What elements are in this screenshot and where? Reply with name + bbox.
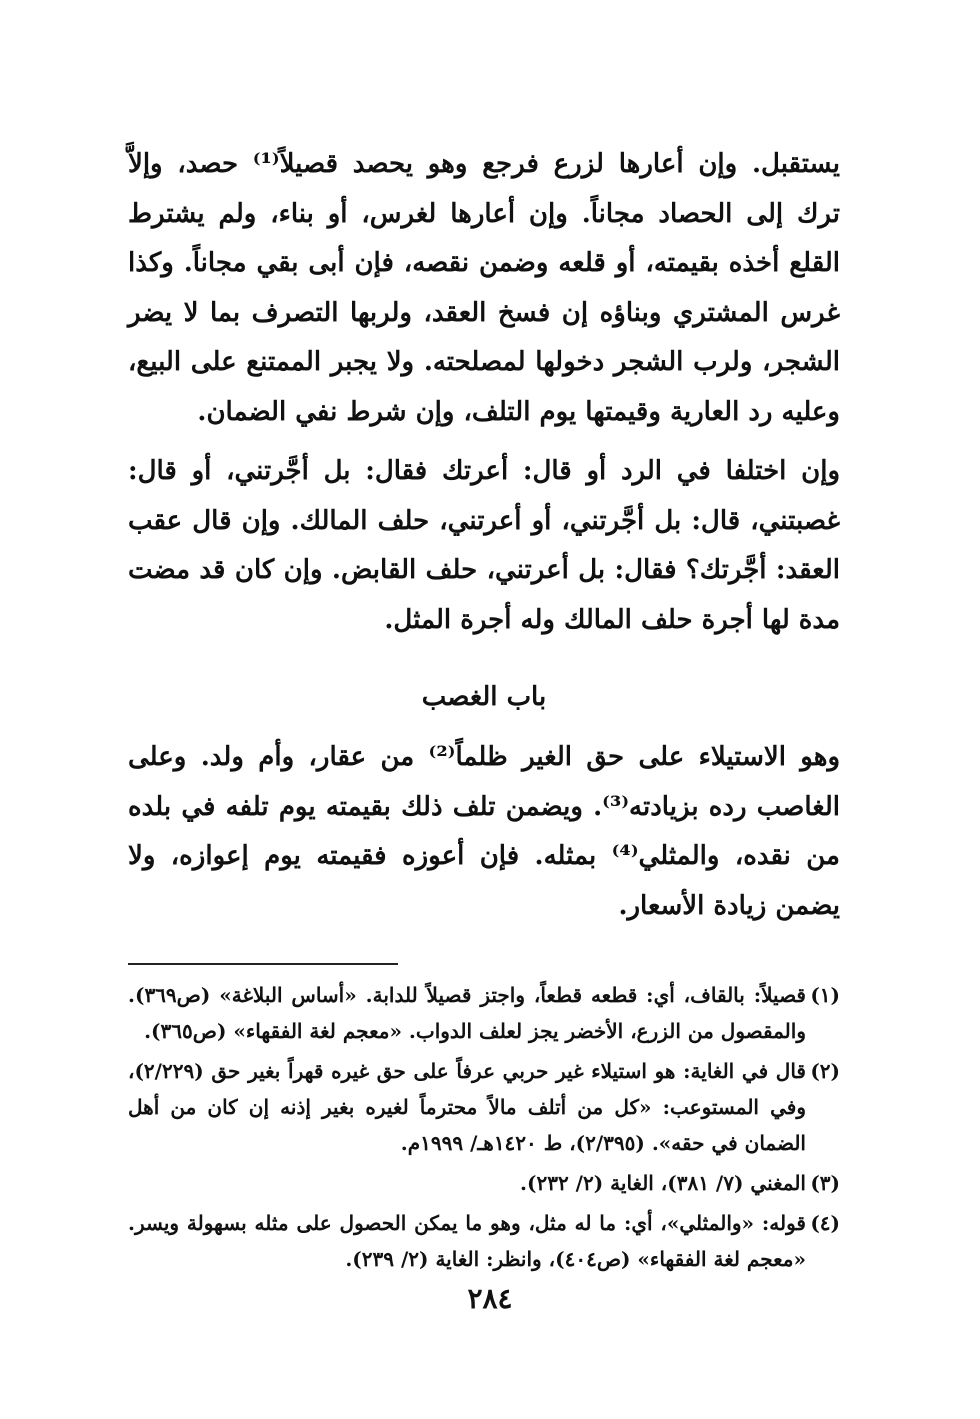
footnote-text: المغني (٧/ ٣٨١)، الغاية (٢/ ٢٣٢). [520, 1171, 806, 1195]
footnote-number: (٤) [810, 1211, 840, 1235]
footnotes [128, 977, 840, 1277]
footnote-divider [128, 963, 398, 965]
page-number: ٢٨٤ [467, 1282, 513, 1315]
paragraph-2: وإن اختلفا في الرد أو قال: أعرتك فقال: بل أجَّرتني، أو قال: غصبتني، قال: بل أجَّرتني، أو أعرتني، حلف المالك. وإن قال عقب العقد: أجَّرتك؟ فقال: بل أعرتني، حلف القابض. وإن كان قد مضت مدة لها أجرة حلف المالك وله أجرة المثل. [128, 456, 840, 635]
footnote-3 [128, 1165, 840, 1201]
footnote-text: قال في الغاية: هو استيلاء غير حربي عرفاً على حق غيره قهراً بغير حق (٢/٢٢٩)، وفي المستوعب: «كل من أتلف مالاً محترماً لغيره بغير إذنه إن كان من أهل الضمان في حقه». (٢/٣٩٥)، ط ١٤٢٠هـ/ ١٩٩٩م. [128, 1059, 806, 1155]
footnote-1 [128, 977, 840, 1049]
footnote-text: قوله: «والمثلي»، أي: ما له مثل، وهو ما يمكن الحصول على مثله بسهولة ويسر. «معجم لغة الفقهاء» (ص٤٠٤)، وانظر: الغاية (٢/ ٢٣٩). [128, 1211, 806, 1271]
footnote-number: (١) [810, 983, 840, 1007]
paragraph-3: وهو الاستيلاء على حق الغير ظلماً⁽²⁾ من عقار، وأم ولد. وعلى الغاصب رده بزيادته⁽³⁾. ويضمن تلف ذلك بقيمته يوم تلفه في بلده من نقده، والمثلي⁽⁴⁾ بمثله. فإن أعوزه فقيمته يوم إعوازه، ولا يضمن زيادة الأسعار. [128, 742, 840, 921]
page-content [128, 140, 840, 1281]
footnote-number: (٢) [810, 1059, 840, 1083]
footnote-number: (٣) [810, 1171, 840, 1195]
section-heading: باب الغصب [421, 682, 547, 712]
footnote-2 [128, 1053, 840, 1161]
footnote-text: قصيلاً: بالقاف، أي: قطعه قطعاً، واجتز قصيلاً للدابة. «أساس البلاغة» (ص٣٦٩). والمقصول من الزرع، الأخضر يجز لعلف الدواب. «معجم لغة الفقهاء» (ص٣٦٥). [128, 983, 806, 1043]
footnote-4 [128, 1205, 840, 1277]
paragraph-1: يستقبل. وإن أعارها لزرع فرجع وهو يحصد قصيلاً⁽¹⁾ حصد، وإلاَّ ترك إلى الحصاد مجاناً. وإن أعارها لغرس، أو بناء، ولم يشترط القلع أخذه بقيمته، أو قلعه وضمن نقصه، فإن أبى بقي مجاناً. وكذا غرس المشتري وبناؤه إن فسخ العقد، ولربها التصرف بما لا يضر الشجر، ولرب الشجر دخولها لمصلحته. ولا يجبر الممتنع على البيع، وعليه رد العارية وقيمتها يوم التلف، وإن شرط نفي الضمان. [128, 149, 840, 427]
